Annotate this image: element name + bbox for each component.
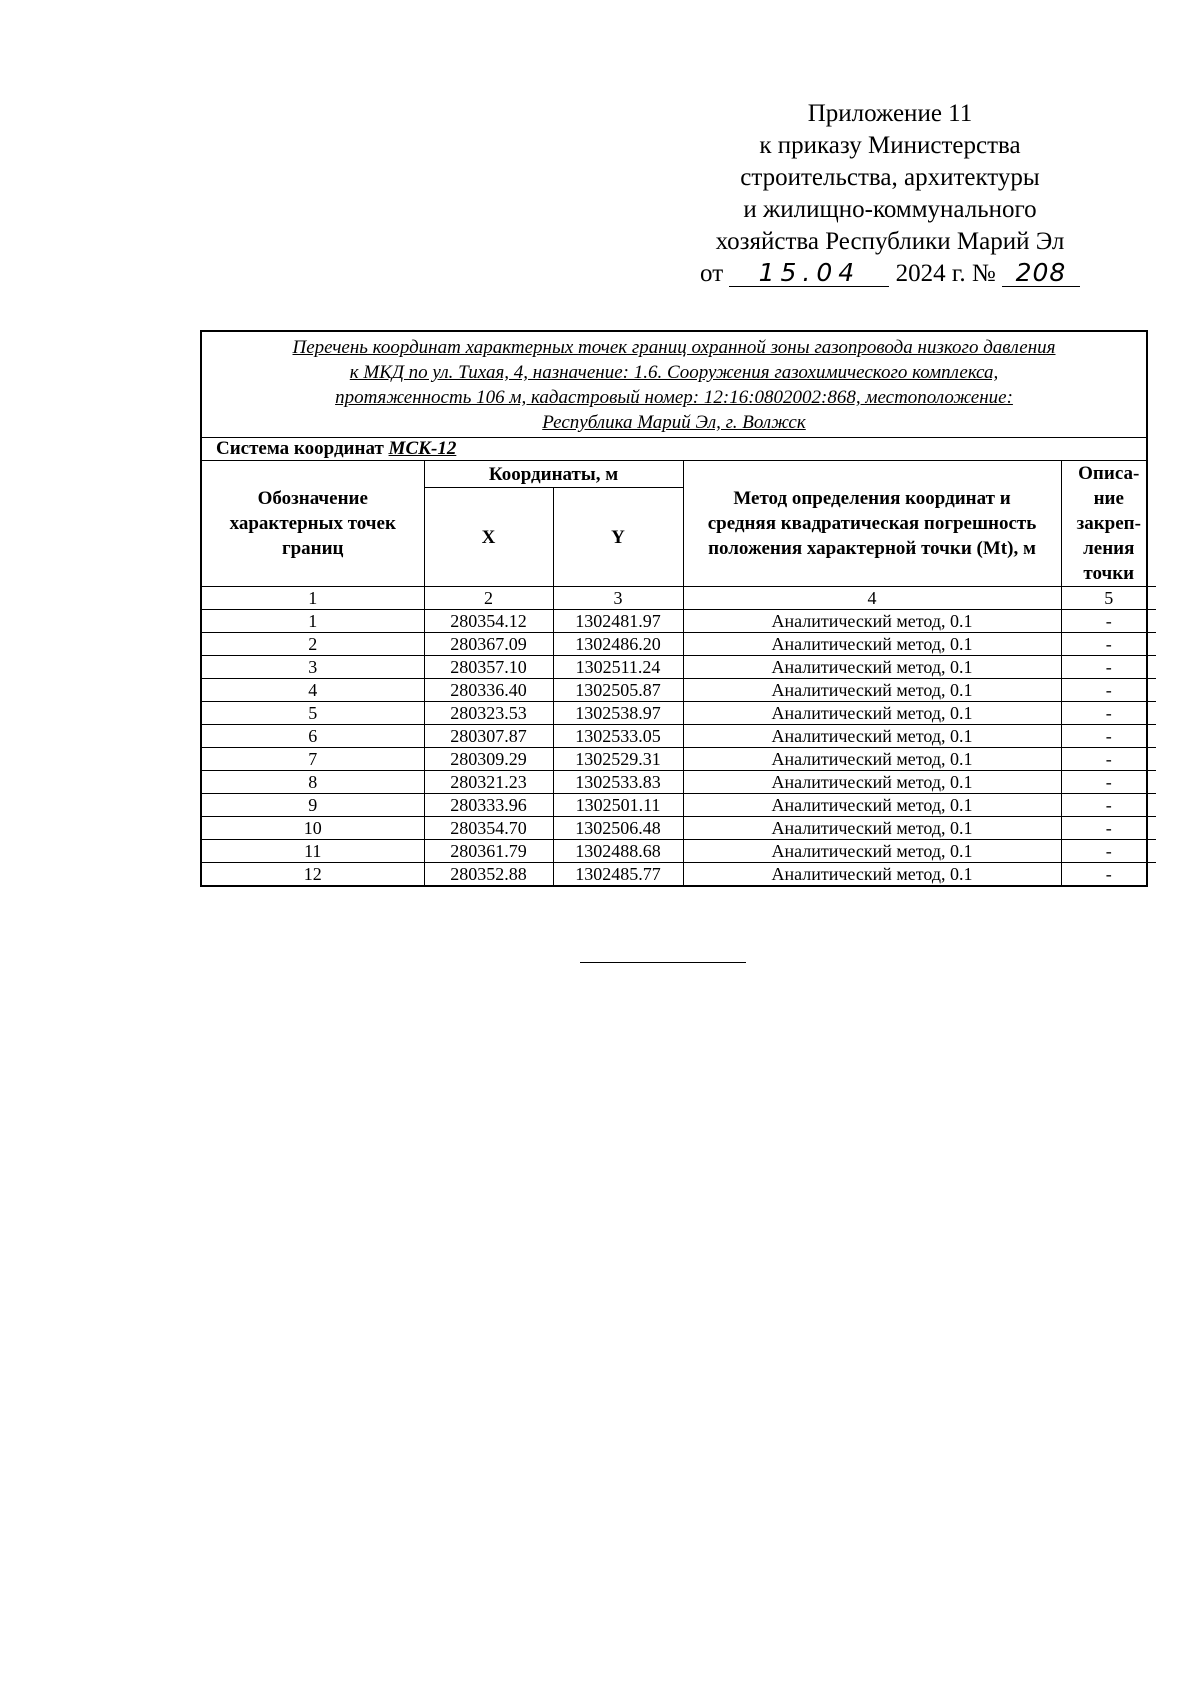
cell-method: Аналитический метод, 0.1 [683, 863, 1061, 886]
cell-desc: - [1061, 771, 1156, 794]
coordinates-table-block [200, 330, 1148, 887]
cell-x: 280307.87 [424, 725, 553, 748]
cell-x: 280336.40 [424, 679, 553, 702]
cell-point: 9 [202, 794, 424, 817]
column-numbers-row [202, 587, 1156, 610]
cell-y: 1302485.77 [553, 863, 683, 886]
end-divider-line [580, 962, 746, 963]
column-number: 5 [1061, 587, 1156, 610]
table-row [202, 794, 1156, 817]
cell-point: 10 [202, 817, 424, 840]
cell-x: 280354.12 [424, 610, 553, 633]
cell-y: 1302501.11 [553, 794, 683, 817]
table-row [202, 725, 1156, 748]
cell-y: 1302506.48 [553, 817, 683, 840]
cell-x: 280309.29 [424, 748, 553, 771]
cell-x: 280333.96 [424, 794, 553, 817]
cell-point: 7 [202, 748, 424, 771]
cell-method: Аналитический метод, 0.1 [683, 817, 1061, 840]
cell-x: 280323.53 [424, 702, 553, 725]
caption-line: Перечень координат характерных точек границ охранной зоны газопровода низкого давления [292, 337, 1056, 358]
cell-point: 3 [202, 656, 424, 679]
table-row [202, 610, 1156, 633]
date-prefix: от [700, 260, 724, 287]
cell-method: Аналитический метод, 0.1 [683, 725, 1061, 748]
appendix-title: Приложение 11 [807, 100, 973, 127]
cell-point: 12 [202, 863, 424, 886]
table-caption [202, 332, 1146, 438]
cell-method: Аналитический метод, 0.1 [683, 633, 1061, 656]
cell-point: 11 [202, 840, 424, 863]
caption-line: к МКД по ул. Тихая, 4, назначение: 1.6. Сооружения газохимического комплекса, [349, 362, 999, 383]
table-row [202, 748, 1156, 771]
document-header [700, 98, 1080, 290]
column-number: 2 [424, 587, 553, 610]
table-row [202, 633, 1156, 656]
cell-y: 1302533.83 [553, 771, 683, 794]
header-designation: Обозначение характерных точек границ [202, 461, 424, 587]
table-row [202, 817, 1156, 840]
cell-y: 1302511.24 [553, 656, 683, 679]
column-number: 3 [553, 587, 683, 610]
cell-y: 1302488.68 [553, 840, 683, 863]
header-method: Метод определения координат и средняя квадратическая погрешность положения характерной точки (Mt), м [683, 461, 1061, 587]
column-number: 4 [683, 587, 1061, 610]
ministry-line-3: хозяйства Республики Марий Эл [715, 228, 1065, 255]
table-row [202, 863, 1156, 886]
cell-point: 1 [202, 610, 424, 633]
year-text: 2024 г. № [895, 260, 996, 287]
cell-point: 5 [202, 702, 424, 725]
ministry-line-2: и жилищно-коммунального [743, 196, 1037, 223]
cell-method: Аналитический метод, 0.1 [683, 610, 1061, 633]
cell-desc: - [1061, 679, 1156, 702]
ministry-line-1: строительства, архитектуры [740, 164, 1040, 191]
cell-desc: - [1061, 840, 1156, 863]
cell-x: 280361.79 [424, 840, 553, 863]
cell-desc: - [1061, 702, 1156, 725]
cell-method: Аналитический метод, 0.1 [683, 840, 1061, 863]
cell-desc: - [1061, 725, 1156, 748]
cell-point: 2 [202, 633, 424, 656]
coordinates-table [202, 461, 1156, 885]
header-description: Описа-ние закреп-ления точки [1061, 461, 1156, 587]
handwritten-order-number: 208 [1002, 260, 1080, 287]
cell-point: 8 [202, 771, 424, 794]
header-y: Y [553, 488, 683, 587]
cell-y: 1302481.97 [553, 610, 683, 633]
cell-x: 280321.23 [424, 771, 553, 794]
cell-desc: - [1061, 817, 1156, 840]
cell-method: Аналитический метод, 0.1 [683, 748, 1061, 771]
handwritten-date: 15.04 [729, 260, 889, 287]
cell-desc: - [1061, 863, 1156, 886]
coordinate-system [202, 438, 1146, 461]
caption-line: Республика Марий Эл, г. Волжск [542, 412, 806, 433]
caption-line: протяженность 106 м, кадастровый номер: 12:16:0802002:868, местоположение: [335, 387, 1013, 408]
cell-y: 1302505.87 [553, 679, 683, 702]
cell-x: 280352.88 [424, 863, 553, 886]
header-x: X [424, 488, 553, 587]
cell-x: 280354.70 [424, 817, 553, 840]
cell-method: Аналитический метод, 0.1 [683, 771, 1061, 794]
cell-desc: - [1061, 794, 1156, 817]
column-number: 1 [202, 587, 424, 610]
cell-y: 1302533.05 [553, 725, 683, 748]
cell-desc: - [1061, 633, 1156, 656]
cell-x: 280367.09 [424, 633, 553, 656]
order-date-line [700, 258, 1080, 290]
cell-desc: - [1061, 610, 1156, 633]
cell-method: Аналитический метод, 0.1 [683, 702, 1061, 725]
cell-method: Аналитический метод, 0.1 [683, 679, 1061, 702]
cell-desc: - [1061, 748, 1156, 771]
table-row [202, 656, 1156, 679]
cell-point: 6 [202, 725, 424, 748]
cell-y: 1302538.97 [553, 702, 683, 725]
cell-point: 4 [202, 679, 424, 702]
cell-method: Аналитический метод, 0.1 [683, 656, 1061, 679]
cell-y: 1302529.31 [553, 748, 683, 771]
coordinate-system-label: Система координат [216, 438, 384, 459]
cell-y: 1302486.20 [553, 633, 683, 656]
cell-method: Аналитический метод, 0.1 [683, 794, 1061, 817]
table-row [202, 771, 1156, 794]
table-row [202, 702, 1156, 725]
cell-x: 280357.10 [424, 656, 553, 679]
table-row [202, 679, 1156, 702]
table-row [202, 840, 1156, 863]
header-coordinates: Координаты, м [424, 461, 683, 488]
cell-desc: - [1061, 656, 1156, 679]
order-reference-line: к приказу Министерства [759, 132, 1021, 159]
coordinate-system-code: МСК-12 [388, 438, 457, 459]
